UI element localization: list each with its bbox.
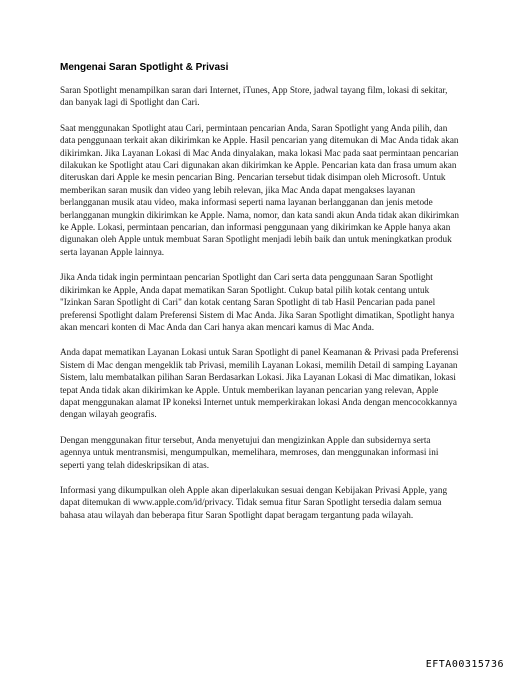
paragraph-privacy-policy: Informasi yang dikumpulkan oleh Apple akan diperlakukan sesuai dengan Kebijakan Privasi Apple, yang dapat ditemukan di www.apple.com/id/privacy. Tidak semua fitur Saran Spotlight tersedia dalam semua bahasa atau wilayah dan beberapa fitur Saran Spotlight dapat beragam tergantung pada wilayah. (60, 484, 448, 520)
paragraph-data-usage: Saat menggunakan Spotlight atau Cari, permintaan pencarian Anda, Saran Spotlight yang Anda pilih, dan data penggunaan terkait akan dikirimkan ke Apple. Hasil pencarian yang ditemukan di Mac Anda tidak akan dikirimkan. Jika Layanan Lokasi di Mac Anda dinyalakan, maka lokasi Mac pada saat permintaan pencarian dilakukan ke Spotlight atau Cari digunakan akan dikirimkan ke Apple. Pencarian kata dan frasa umum akan diteruskan dari Apple ke mesin pencarian Bing. Pencarian tersebut tidak disimpan oleh Microsoft. Untuk memberikan saran musik dan video yang lebih relevan, jika Mac Anda dapat mengakses layanan berlangganan musik atau video, maka informasi seperti nama layanan berlangganan dan jenis metode berlangganan mungkin dikirimkan ke Apple. Nama, nomor, dan kata sandi akun Anda tidak akan dikirimkan ke Apple. Lokasi, permintaan pencarian, dan informasi penggunaan yang dikirimkan ke Apple hanya akan digunakan oleh Apple untuk membuat Saran Spotlight menjadi lebih baik dan untuk meningkatkan produk serta layanan Apple lainnya. (60, 122, 459, 257)
paragraph-intro: Saran Spotlight menampilkan saran dari Internet, iTunes, App Store, jadwal tayang film, lokasi di sekitar, dan banyak lagi di Spotlight dan Cari. (60, 85, 448, 108)
paragraph-opt-out: Jika Anda tidak ingin permintaan pencarian Spotlight dan Cari serta data penggunaan Saran Spotlight dikirimkan ke Apple, Anda dapat mematikan Saran Spotlight. Cukup batal pilih kotak centang untuk "Izinkan Saran Spotlight di Cari" dan kotak centang Saran Spotlight di tab Hasil Pencarian pada panel preferensi Spotlight dalam Preferensi Sistem di Mac Anda. Jika Saran Spotlight dimatikan, Spotlight hanya akan mencari konten di Mac Anda dan Cari hanya akan mencari kamus di Mac Anda. (60, 272, 455, 332)
paragraph-consent: Dengan menggunakan fitur tersebut, Anda menyetujui dan mengizinkan Apple dan subsidernya serta agennya untuk mentransmisi, mengumpulkan, memelihara, memroses, dan menggunakan informasi ini seperti yang telah dideskripsikan di atas. (60, 434, 439, 470)
paragraph-location-services: Anda dapat mematikan Layanan Lokasi untuk Saran Spotlight di panel Keamanan & Privasi pada Preferensi Sistem di Mac dengan mengeklik tab Privasi, memilih Layanan Lokasi, memilih Detail di samping Layanan Sistem, lalu membatalkan pilihan Saran Berdasarkan Lokasi. Jika Layanan Lokasi di Mac dimatikan, lokasi tepat Anda tidak akan dikirimkan ke Apple. Untuk memberikan layanan pencarian yang relevan, Apple dapat menggunakan alamat IP koneksi Internet untuk memperkirakan lokasi Anda dengan mencocokkannya dengan wilayah geografis. (60, 347, 459, 420)
document-id-stamp: EFTA00315736 (425, 659, 504, 670)
document-page (60, 62, 460, 534)
page-title: Mengenai Saran Spotlight & Privasi (60, 62, 229, 73)
